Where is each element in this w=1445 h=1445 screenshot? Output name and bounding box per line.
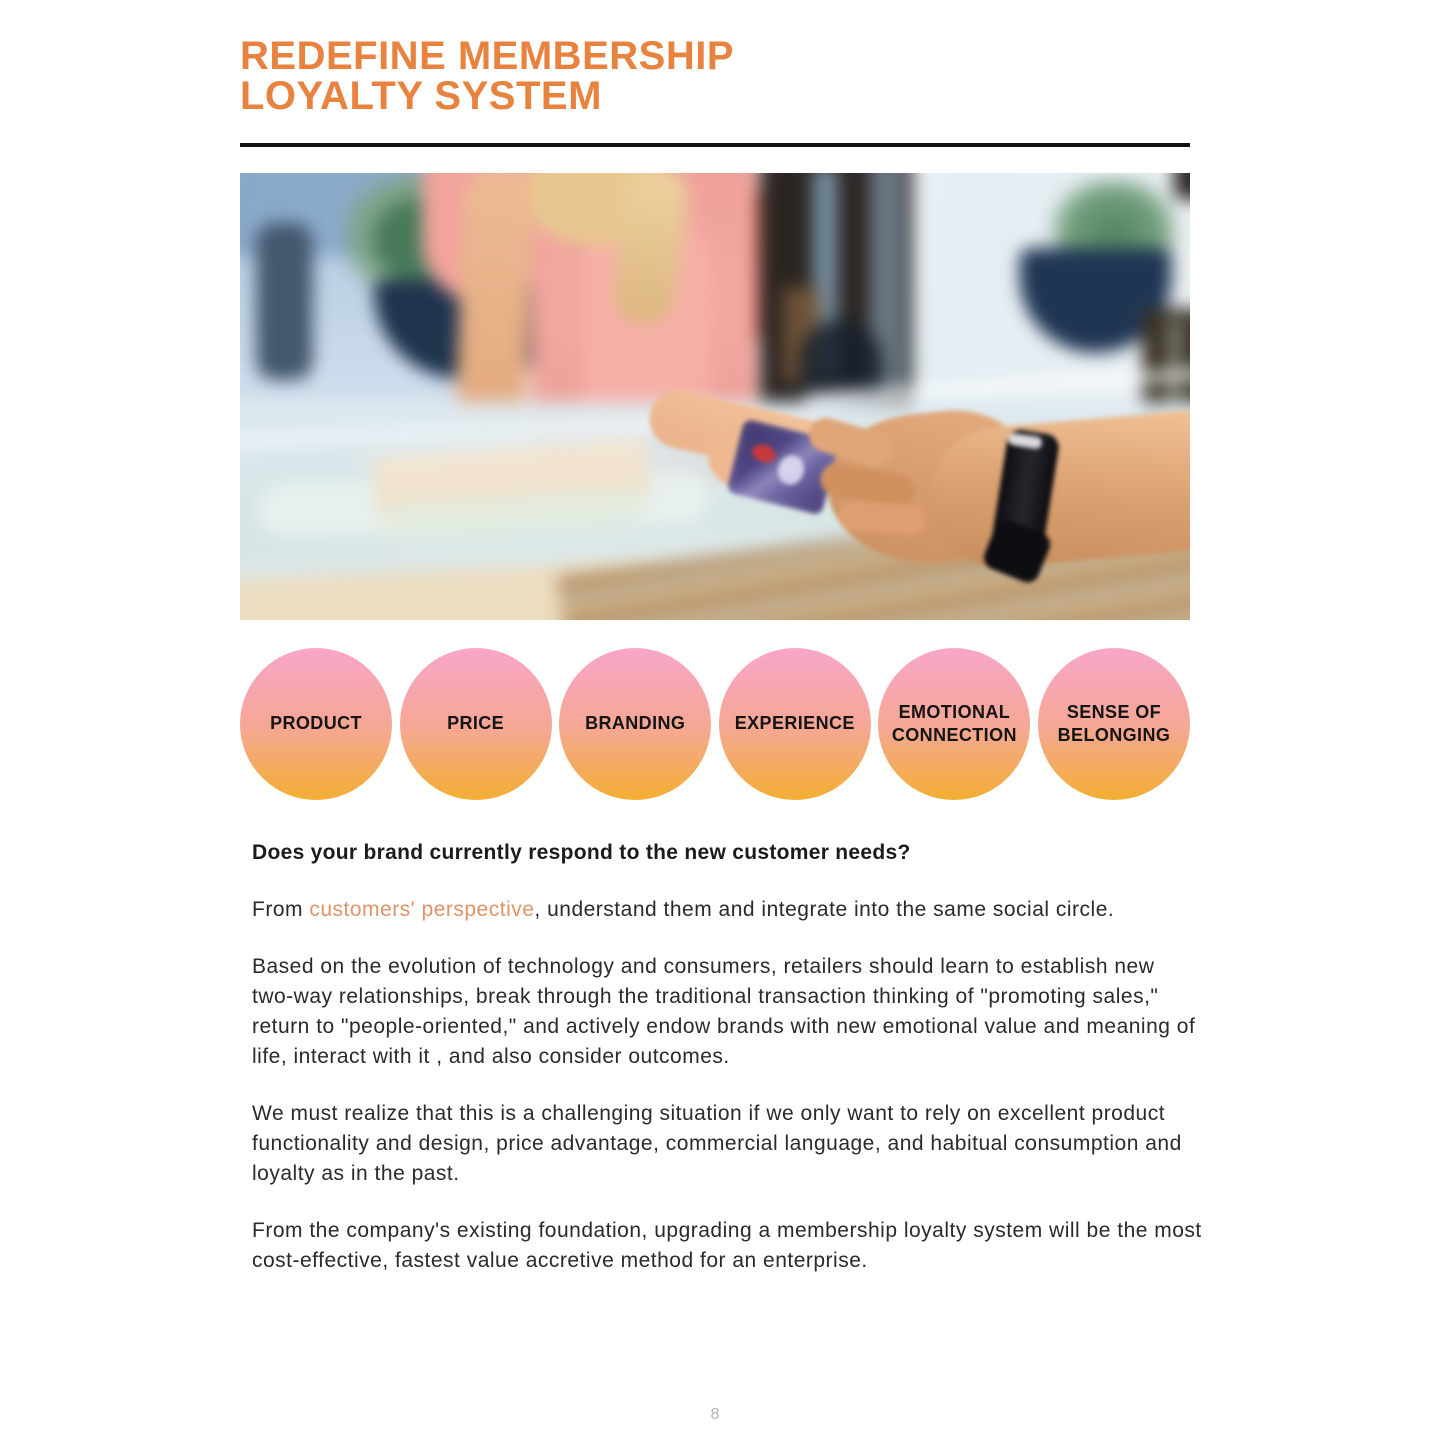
photo-foreground-layer <box>240 173 1190 620</box>
paragraph-3: We must realize that this is a challenging situation if we only want to rely on excellent product functionality and design, price advantage, commercial language, and habitual consumption and loyalty as in the past. <box>252 1102 1182 1185</box>
circle-emotional-connection: EMOTIONAL CONNECTION <box>878 648 1030 800</box>
circle-sense-of-belonging: SENSE OF BELONGING <box>1038 648 1190 800</box>
paragraph-1-prefix: From <box>252 898 310 921</box>
hero-photo-card-exchange <box>240 173 1190 620</box>
page-title <box>240 36 1190 116</box>
content-column <box>240 34 1202 1276</box>
circle-branding: BRANDING <box>559 648 711 800</box>
title-divider <box>240 143 1190 147</box>
page-title-line-1: REDEFINE MEMBERSHIP <box>240 34 734 78</box>
factor-circles <box>240 648 1190 800</box>
page-number: 8 <box>710 1406 720 1423</box>
circle-experience: EXPERIENCE <box>719 648 871 800</box>
paragraph-1-highlight: customers' perspective <box>309 898 535 921</box>
paragraph-1-suffix: , understand them and integrate into the same social circle. <box>534 898 1115 921</box>
circle-price: PRICE <box>400 648 552 800</box>
paragraph-1 <box>252 895 1202 925</box>
paragraph-4: From the company's existing foundation, upgrading a membership loyalty system will be the most cost-effective, fastest value accretive method for an enterprise. <box>252 1219 1202 1272</box>
paragraph-2: Based on the evolution of technology and consumers, retailers should learn to establish new two-way relationships, break through the traditional transaction thinking of "promoting sales," return to "people-oriented," and actively endow brands with new emotional value and meaning of life, interact with it , and also consider outcomes. <box>252 955 1196 1068</box>
question-heading: Does your brand currently respond to the new customer needs? <box>252 841 911 864</box>
body-text <box>240 838 1202 1276</box>
page-title-line-2: LOYALTY SYSTEM <box>240 74 602 118</box>
photo-shape-man-finger-3 <box>837 500 927 536</box>
circle-product: PRODUCT <box>240 648 392 800</box>
